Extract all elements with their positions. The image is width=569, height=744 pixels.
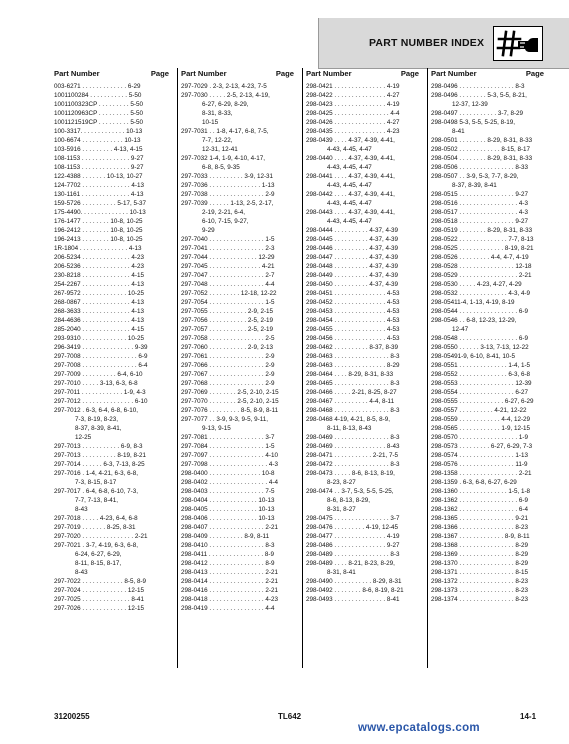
index-entry: 298-0559 . . . . . . . . . . . . 4-4, 12-29 (431, 416, 531, 423)
index-entry: 6-24, 6-27, 6-29, (54, 551, 122, 558)
index-entry: 9-29 (181, 227, 215, 234)
index-column-3 (302, 68, 419, 668)
index-entry: 297-7052 . . . . . . . . . 12-18, 12-22 (181, 290, 277, 297)
index-entry: 293-9310 . . . . . . . . . . . . . 10-25 (54, 335, 144, 342)
page-title: PART NUMBER INDEX (369, 37, 485, 49)
index-entry: 298-0409 . . . . . . . . . . 8-9, 8-11 (181, 533, 270, 540)
index-entry: 298-1369 . . . . . . . . . . . . . . . . 8-29 (431, 551, 528, 558)
index-entry: 298-0449 . . . . . . . . . . 4-37, 4-39 (306, 272, 399, 279)
index-entry: 298-0462 . . . . . . . . . . 8-37, 8-39 (306, 344, 399, 351)
index-entry: 4-43, 4-45, 4-47 (306, 200, 372, 207)
index-entry: 297-7067 . . . . . . . . . . . . . . . . 2-9 (181, 371, 275, 378)
index-entry: 298-0468 . . . . . . . . . . . . . . . . 8-3 (306, 407, 400, 414)
column-header (431, 68, 544, 80)
index-entry: 196-2412 . . . . . . . . 10-8, 10-25 (54, 227, 143, 234)
index-entry: 1001121519CP . . . . . . . . . 5-50 (54, 119, 144, 126)
index-entry: 297-7017 . 6-4, 6-8, 6-10, 7-3, (54, 488, 139, 495)
index-entry: 298-0465 . . . . . . . . . . . . . . . . 8-3 (306, 380, 400, 387)
index-entry: 297-7032 1-4, 1-9, 4-10, 4-17, (181, 155, 266, 162)
index-entry: 1R-1804 . . . . . . . . . . . . . . 4-13 (54, 245, 142, 252)
index-entry: 298-1365 . . . . . . . . . . . . . . . . 9-21 (431, 515, 528, 522)
index-entry: 298-1359 . 6-3, 6-8, 6-27, 6-29 (431, 479, 517, 486)
index-entry: 7-3, 8-19, 8-23, (54, 416, 119, 423)
index-entry: 298-0444 . . . . . . . . . . 4-37, 4-39 (306, 227, 399, 234)
index-entry: 4-43, 4-45, 4-47 (306, 164, 372, 171)
index-column-4 (427, 68, 544, 668)
index-entry: 298-0522 . . . . . . . . . . . . . . 7-7, 8-13 (431, 236, 534, 243)
index-entry: 12-37, 12-39 (431, 101, 488, 108)
index-entry: 8-41 (431, 128, 465, 135)
column-header (306, 68, 419, 80)
index-entry: 297-7033 . . . . . . . . . . 3-9, 12-31 (181, 173, 274, 180)
index-entry: 6-10, 7-15, 9-27, (181, 218, 249, 225)
index-entry: 298-0489 . . . . 8-21, 8-23, 8-29, (306, 560, 395, 567)
index-entry: 298-0410 . . . . . . . . . . . . . . . . 8-3 (181, 542, 275, 549)
index-entry: 298-0441 . . . . 4-37, 4-39, 4-41, (306, 173, 395, 180)
index-entry: 298-05411-4, 1-13, 4-19, 8-19 (431, 299, 515, 306)
index-entry: 298-0573 . . . . . . . . . 6-27, 6-29, 7-3 (431, 443, 533, 450)
entry-list (431, 82, 544, 604)
index-entry: 4-43, 4-45, 4-47 (306, 218, 372, 225)
index-entry: 297-7041 . . . . . . . . . . . . . . . . 2-3 (181, 245, 275, 252)
section-header (318, 18, 569, 69)
index-entry: 1001120963CP . . . . . . . . . 5-50 (54, 110, 144, 117)
index-entry: 297-7031 . . 1-8, 4-17, 6-8, 7-5, (181, 128, 269, 135)
index-entry: 196-2413 . . . . . . . . 10-8, 10-25 (54, 236, 143, 243)
index-entry: 298-0498 5-3, 5-5, 5-25, 8-19, (431, 119, 516, 126)
index-entry: 298-0525 . . . . . . . . . . . . . 8-19, 8-21 (431, 245, 534, 252)
index-entry: 297-7058 . . . . . . . . . . . . . . . . 2-5 (181, 335, 275, 342)
index-entry: 298-0439 . . . . 4-37, 4-39, 4-41, (306, 137, 395, 144)
index-entry: 298-0544 . . . . . . . . . . . . . . . . . 6-9 (431, 308, 528, 315)
index-entry: 8-11, 8-13, 8-43 (306, 425, 372, 432)
index-entry: 298-0532 . . . . . . . . . . . . . . 4-3, 4-9 (431, 290, 531, 297)
index-entry: 298-0519 . . . . . . . . 8-29, 8-31, 8-33 (431, 227, 533, 234)
index-entry: 297-7069 . . . . . . . . 2-5, 2-10, 2-15 (181, 389, 279, 396)
index-entry: 7-3, 8-15, 8-17 (54, 479, 117, 486)
index-entry: 298-0467 . . . . . . . . . . 4-4, 8-11 (306, 398, 395, 405)
index-entry: 298-0447 . . . . . . . . . . 4-37, 4-39 (306, 254, 399, 261)
index-entry: 297-7018 . . . . . 4-23, 6-4, 6-8 (54, 515, 138, 522)
index-entry: 298-0529 . . . . . . . . . . . . . . . . . 2-21 (431, 272, 532, 279)
index-entry: 297-7097 . . . . . . . . . . . . . . . . 4-10 (181, 452, 278, 459)
index-entry: 8-31, 8-33, (181, 110, 233, 117)
index-entry: 298-0464 . . . . 8-29, 8-31, 8-33 (306, 371, 394, 378)
index-entry: 298-1368 . . . . . . . . . . . . . . . . 8-29 (431, 542, 528, 549)
index-entry: 297-7014 . . . . . . 6-3, 7-13, 8-25 (54, 461, 145, 468)
index-entry: 298-0452 . . . . . . . . . . . . . . . 4-53 (306, 299, 400, 306)
index-entry: 8-23, 8-27 (306, 479, 356, 486)
index-entry: 298-0565 . . . . . . . . . . . . 1-9, 12-15 (431, 425, 531, 432)
index-entry: 298-0515 . . . . . . . . . . . . . . . . 9-27 (431, 191, 528, 198)
index-entry: 297-7039 . . . . . . 1-13, 2-5, 2-17, (181, 200, 274, 207)
index-entry: 297-7045 . . . . . . . . . . . . . . . 4-21 (181, 263, 275, 270)
index-entry: 254-2267 . . . . . . . . . . . . . . 4-13 (54, 281, 144, 288)
index-entry: 9-13, 9-15 (181, 425, 231, 432)
index-entry: 298-05491-9, 6-10, 8-41, 10-5 (431, 353, 516, 360)
index-entry: 297-7057 . . . . . . . . . . . 2-5, 2-19 (181, 326, 274, 333)
index-entry: 298-0496 . . . . . . . . 5-3, 5-5, 8-21, (431, 92, 527, 99)
index-entry: 298-0443 . . . . 4-37, 4-39, 4-41, (306, 209, 395, 216)
index-entry: 8-6, 8-13, 8-29, (306, 497, 371, 504)
index-entry: 298-0574 . . . . . . . . . . . . . . . . 1-13 (431, 452, 528, 459)
index-entry: 298-0473 . . . . . 8-6, 8-13, 8-19, (306, 470, 395, 477)
index-entry: 12-47 (431, 326, 469, 333)
index-entry: 268-0867 . . . . . . . . . . . . . . 4-13 (54, 299, 144, 306)
index-entry: 298-0546 . . 6-8, 12-23, 12-29, (431, 317, 517, 324)
index-entry: 8-31, 8-27 (306, 506, 356, 513)
index-entry: 298-0463 . . . . . . . . . . . . . . . 8-29 (306, 362, 400, 369)
index-entry: 298-0425 . . . . . . . . . . . . . . . . 4-4 (306, 110, 400, 117)
index-entry: 298-0528 . . . . . . . . . . . . . . . . 12-18 (431, 263, 532, 270)
index-entry: 298-0453 . . . . . . . . . . . . . . . 4-53 (306, 308, 400, 315)
index-entry: 297-7029 . 2-3, 2-13, 4-23, 7-5 (181, 83, 267, 90)
index-entry: 297-7054 . . . . . . . . . . . . . . . . 1-5 (181, 299, 275, 306)
index-entry: 298-0471 . . . . . . . . . . . 2-21, 7-5 (306, 452, 399, 459)
index-entry: 297-7008 . . . . . . . . . . . . . . . . 6-9 (54, 353, 148, 360)
index-entry: 298-0516 . . . . . . . . . . . . . . . . . 4-3 (431, 200, 528, 207)
index-entry: 297-7016 . 1-4, 4-21, 6-3, 6-8, (54, 470, 139, 477)
index-entry: 298-0496 . . . . . . . . . . . . . . . . 8-3 (431, 83, 525, 90)
index-entry: 8-43 (54, 506, 88, 513)
index-entry: 298-0553 . . . . . . . . . . . . . . . . 12-39 (431, 380, 532, 387)
index-entry: 267-9572 . . . . . . . . . . . . . 10-25 (54, 290, 144, 297)
index-entry: 8-37, 8-39, 8-41, (54, 425, 122, 432)
index-entry: 298-0435 . . . . . . . . . . . . . . . 4-23 (306, 128, 400, 135)
index-entry: 298-1358 . . . . . . . . . . . . . . . . . 2-21 (431, 470, 532, 477)
index-entry: 298-1366 . . . . . . . . . . . . . . . . 8-23 (431, 524, 528, 531)
index-entry: 298-0501 . . . . . . . . 8-29, 8-31, 8-33 (431, 137, 533, 144)
index-entry: 296-3419 . . . . . . . . . . . . . . . 9-39 (54, 344, 148, 351)
index-entry: 298-0504 . . . . . . . . 8-29, 8-31, 8-33 (431, 155, 533, 162)
entry-list (181, 82, 294, 613)
index-entry: 298-0492 . . . . . . . . 8-6, 8-19, 8-21 (306, 587, 404, 594)
index-entry: 297-7025 . . . . . . . . . . . . . . 8-41 (54, 596, 144, 603)
index-entry: 298-0400 . . . . . . . . . . . . . . . 10-8 (181, 470, 275, 477)
index-entry: 298-1372 . . . . . . . . . . . . . . . . 8-23 (431, 578, 528, 585)
index-entry: 297-7056 . . . . . . . . . . . 2-5, 2-19 (181, 317, 274, 324)
index-entry: 206-5234 . . . . . . . . . . . . . . 4-23 (54, 254, 144, 261)
index-entry: 298-0472 . . . . . . . . . . . . . . . . 8-3 (306, 461, 400, 468)
index-entry: 297-7013 . . . . . . . . . . 8-19, 8-21 (54, 452, 147, 459)
index-entry: 159-5726 . . . . . . . . . . 5-17, 5-37 (54, 200, 147, 207)
index-entry: 297-7047 . . . . . . . . . . . . . . . . 2-7 (181, 272, 275, 279)
index-entry: 297-7077 . . 3-9, 9-3, 9-5, 9-11, (181, 416, 269, 423)
index-entry: 298-1367 . . . . . . . . . . . . . 8-9, 8-11 (431, 533, 530, 540)
index-entry: 6-8, 8-5, 9-35 (181, 164, 240, 171)
index-entry: 298-1371 . . . . . . . . . . . . . . . . 8-15 (431, 569, 528, 576)
index-entry: 298-0555 . . . . . . . . . . . . . 6-27, 6-29 (431, 398, 534, 405)
index-entry: 206-5236 . . . . . . . . . . . . . . 4-23 (54, 263, 144, 270)
index-entry: 298-0402 . . . . . . . . . . . . . . . . . 4-4 (181, 479, 278, 486)
index-entry: 298-0507 . . 3-9, 5-3, 7-7, 8-29, (431, 173, 519, 180)
index-entry: 298-0468 4-19, 4-21, 8-5, 8-9, (306, 416, 391, 423)
column-header (54, 68, 169, 80)
index-entry: 103-5916 . . . . . . . . . 4-13, 4-15 (54, 146, 143, 153)
index-entry: 297-7012 . 6-3, 6-4, 6-8, 6-10, (54, 407, 139, 414)
footer-document-number: 31200255 (54, 712, 90, 721)
index-entry: 297-7040 . . . . . . . . . . . . . . . . 1-5 (181, 236, 275, 243)
index-entry: 298-0548 . . . . . . . . . . . . . . . . . 6-9 (431, 335, 528, 342)
index-entry: 108-1153 . . . . . . . . . . . . . . 9-27 (54, 155, 144, 162)
index-column-1 (54, 68, 169, 668)
index-entry: 298-0517 . . . . . . . . . . . . . . . . . 4-3 (431, 209, 528, 216)
index-entry: 298-0475 . . . . . . . . . . . . . . . . 3-7 (306, 515, 400, 522)
index-entry: 297-7061 . . . . . . . . . . . . . . . . 2-9 (181, 353, 275, 360)
index-entry: 297-7013 . . . . . . . . . . . 6-9, 8-3 (54, 443, 143, 450)
entry-list (54, 82, 169, 613)
footer-page-number: 14-1 (520, 712, 537, 721)
index-entry: 298-0412 . . . . . . . . . . . . . . . . 8-9 (181, 560, 275, 567)
index-entry: 297-7020 . . . . . . . . . . . . . . . 2-21 (54, 533, 148, 540)
part-number-index (54, 68, 544, 668)
index-entry: 298-0404 . . . . . . . . . . . . . . 10-13 (181, 497, 275, 504)
hash-pointing-hand-icon (493, 26, 543, 61)
index-entry: 298-0448 . . . . . . . . . . 4-37, 4-39 (306, 263, 399, 270)
index-entry: 297-7012 . . . . . . . . . . . . . . . 6-10 (54, 398, 148, 405)
index-entry: 298-0456 . . . . . . . . . . . . . . . 4-53 (306, 335, 400, 342)
index-entry: 298-0421 . . . . . . . . . . . . . . . 4-19 (306, 83, 400, 90)
index-entry: 298-0469 . . . . . . . . . . . . . . . . 8-3 (306, 434, 400, 441)
index-entry: 297-7009 . . . . . . . . . . 6-4, 6-10 (54, 371, 143, 378)
index-entry: 297-7038 . . . . . . . . . . . . . . . . 2-9 (181, 191, 275, 198)
index-entry: 298-0446 . . . . . . . . . . 4-37, 4-39 (306, 245, 399, 252)
index-entry: 298-0476 . . . . . . . . . 4-19, 12-45 (306, 524, 399, 531)
part-number-heading: Part Number (431, 69, 477, 78)
index-entry: 12-31, 12-41 (181, 146, 238, 153)
index-entry: 4-43, 4-45, 4-47 (306, 182, 372, 189)
index-entry: 298-0570 . . . . . . . . . . . . . . . . . 1-9 (431, 434, 528, 441)
index-entry: 297-7008 . . . . . . . . . . . . . . . . 6-4 (54, 362, 148, 369)
index-entry: 298-0463 . . . . . . . . . . . . . . . . 8-3 (306, 353, 400, 360)
column-header (181, 68, 294, 80)
watermark: www.epcatalogs.com (358, 722, 480, 734)
index-entry: 297-7030 . . . . . 2-5, 2-13, 4-19, (181, 92, 270, 99)
page-heading: Page (275, 69, 294, 78)
index-entry: 297-7021 . 3-7, 4-19, 6-3, 6-8, (54, 542, 139, 549)
index-entry: 8-43 (54, 569, 88, 576)
index-entry: 176-1477 . . . . . . . . 10-8, 10-25 (54, 218, 143, 225)
index-entry: 298-0406 . . . . . . . . . . . . . . 10-13 (181, 515, 275, 522)
index-entry: 298-0489 . . . . . . . . . . . . . . . . 8-3 (306, 551, 400, 558)
index-entry: 1001100284 . . . . . . . . . . . 5-50 (54, 92, 142, 99)
index-entry: 298-0403 . . . . . . . . . . . . . . . . 7-5 (181, 488, 275, 495)
index-entry: 297-7026 . . . . . . . . . . . . . 12-15 (54, 605, 144, 612)
index-entry: 100-3317. . . . . . . . . . . . . 10-13 (54, 128, 143, 135)
index-entry: 10-15 (181, 119, 219, 126)
page-heading: Page (525, 69, 544, 78)
index-entry: 298-0576 . . . . . . . . . . . . . . . . 11-9 (431, 461, 528, 468)
index-entry: 298-0454 . . . . . . . . . . . . . . . 4-53 (306, 317, 400, 324)
index-entry: 298-0414 . . . . . . . . . . . . . . . . 2-21 (181, 578, 278, 585)
index-entry: 297-7055 . . . . . . . . . . . 2-9, 2-15 (181, 308, 274, 315)
index-entry: 297-7098 . . . . . . . . . . . . . . . . . 4-3 (181, 461, 278, 468)
index-entry: 268-3633 . . . . . . . . . . . . . . 4-13 (54, 308, 144, 315)
index-entry: 298-0490 . . . . . . . . . . . 8-29, 8-31 (306, 578, 402, 585)
index-entry: 298-0422 . . . . . . . . . . . . . . . 4-27 (306, 92, 400, 99)
index-entry: 230-8218 . . . . . . . . . . . . . . 4-15 (54, 272, 144, 279)
index-entry: 284-4636 . . . . . . . . . . . . . . 4-13 (54, 317, 144, 324)
index-entry: 298-0474 . . 3-7, 5-3, 5-5, 5-25, (306, 488, 394, 495)
index-entry: 297-7011 . . . . . . . . . . . . 1-9, 4-3 (54, 389, 146, 396)
entry-list (306, 82, 419, 604)
index-entry: 298-0419 . . . . . . . . . . . . . . . . 4-4 (181, 605, 275, 612)
index-entry: 297-7022 . . . . . . . . . . . . 8-5, 8-9 (54, 578, 147, 585)
index-entry: 297-7010 . . . . . 3-13, 6-3, 6-8 (54, 380, 138, 387)
index-entry: 8-31, 8-41 (306, 569, 356, 576)
index-entry: 297-7044 . . . . . . . . . . . . . . 12-29 (181, 254, 275, 261)
index-entry: 298-0557 . . . . . . . . . . 4-21, 12-22 (431, 407, 527, 414)
index-entry: 8-37, 8-39, 8-41 (431, 182, 497, 189)
index-entry: 122-4388 . . . . . . . 10-13, 10-27 (54, 173, 143, 180)
page-heading: Page (150, 69, 169, 78)
index-entry: 2-19, 2-21, 6-4, (181, 209, 246, 216)
index-entry: 108-1153 . . . . . . . . . . . . . . 9-27 (54, 164, 144, 171)
index-entry: 298-1362 . . . . . . . . . . . . . . . . . 6-9 (431, 497, 528, 504)
index-entry: 100-6674 . . . . . . . . . . . . 10-13 (54, 137, 141, 144)
index-entry: 297-7024 . . . . . . . . . . . . . 12-15 (54, 587, 144, 594)
index-entry: 297-7048 . . . . . . . . . . . . . . . . 4-4 (181, 281, 275, 288)
index-entry: 298-0440 . . . . 4-37, 4-39, 4-41, (306, 155, 395, 162)
index-entry: 297-7068 . . . . . . . . . . . . . . . . 2-9 (181, 380, 275, 387)
index-entry: 298-0497 . . . . . . . . . . . 3-7, 8-29 (431, 110, 524, 117)
index-entry: 7-7, 12-22, (181, 137, 233, 144)
index-entry: 4-43, 4-45, 4-47 (306, 146, 372, 153)
index-entry: 6-27, 6-29, 8-29, (181, 101, 249, 108)
index-entry: 298-0518 . . . . . . . . . . . . . . . . 9-27 (431, 218, 528, 225)
index-entry: 297-7070 . . . . . . . . 2-5, 2-10, 2-15 (181, 398, 279, 405)
index-entry: 298-0526 . . . . . . . . . 4-4, 4-7, 4-19 (431, 254, 529, 261)
index-entry: 297-7036 . . . . . . . . . . . . . . . 1-13 (181, 182, 275, 189)
index-entry: 298-0450 . . . . . . . . . . 4-37, 4-39 (306, 281, 399, 288)
index-entry: 124-7702 . . . . . . . . . . . . . . 4-13 (54, 182, 144, 189)
part-number-heading: Part Number (54, 69, 100, 78)
index-entry: 298-0469 . . . . . . . . . . . . . . . 8-43 (306, 443, 400, 450)
index-entry: 298-0530 . . . . . 4-23, 4-27, 4-29 (431, 281, 522, 288)
index-entry: 298-0550 . . . . . . 3-13, 7-13, 12-22 (431, 344, 529, 351)
index-entry: 1001100323CP . . . . . . . . . 5-50 (54, 101, 144, 108)
index-entry: 298-1373 . . . . . . . . . . . . . . . . 8-23 (431, 587, 528, 594)
index-entry: 130-1161 . . . . . . . . . . . . . . 4-13 (54, 191, 144, 198)
index-entry: 298-0552 . . . . . . . . . . . . . . 6-3, 6-8 (431, 371, 531, 378)
page-heading: Page (400, 69, 419, 78)
index-entry: 298-0418 . . . . . . . . . . . . . . . . 4-23 (181, 596, 278, 603)
index-entry: 12-25 (54, 434, 92, 441)
index-entry: 297-7084 . . . . . . . . . . . . . . . . 1-5 (181, 443, 275, 450)
index-entry: 298-0411 . . . . . . . . . . . . . . . . 8-9 (181, 551, 274, 558)
index-entry: 298-0477 . . . . . . . . . . . . . . . 4-19 (306, 533, 400, 540)
part-number-heading: Part Number (306, 69, 352, 78)
index-entry: 298-0466 . . . . . 2-21, 8-25, 8-27 (306, 389, 397, 396)
index-entry: 285-2040 . . . . . . . . . . . . . . 4-15 (54, 326, 144, 333)
index-entry: 297-7066 . . . . . . . . . . . . . . . . 2-9 (181, 362, 275, 369)
index-entry: 297-7076 . . . . . . . . . 8-5, 8-9, 8-11 (181, 407, 279, 414)
index-entry: 298-0506 . . . . . . . . . . . . . . . . 8-33 (431, 164, 528, 171)
index-column-2 (177, 68, 294, 668)
index-entry: 298-0426 . . . . . . . . . . . . . . . 4-27 (306, 119, 400, 126)
footer-model: TL642 (278, 712, 302, 721)
index-entry: 298-1370 . . . . . . . . . . . . . . . . 8-29 (431, 560, 528, 567)
index-entry: 298-0451 . . . . . . . . . . . . . . . 4-53 (306, 290, 400, 297)
index-entry: 298-0442 . . . . 4-37, 4-39, 4-41, (306, 191, 395, 198)
index-entry: 7-7, 7-13, 8-41, (54, 497, 119, 504)
index-entry: 298-1374 . . . . . . . . . . . . . . . . 8-23 (431, 596, 528, 603)
index-entry: 297-7060 . . . . . . . . . . . 2-9, 2-13 (181, 344, 274, 351)
index-entry: 003-6271 . . . . . . . . . . . . . 6-29 (54, 83, 141, 90)
index-entry: 298-0554 . . . . . . . . . . . . . . . . 6-27 (431, 389, 528, 396)
index-entry: 298-0405 . . . . . . . . . . . . . . 10-13 (181, 506, 275, 513)
index-entry: 298-1360 . . . . . . . . . . . . . . 1-5, 1-8 (431, 488, 531, 495)
index-entry: 298-0413 . . . . . . . . . . . . . . . . 2-21 (181, 569, 278, 576)
index-entry: 175-4490. . . . . . . . . . . . . . 10-13 (54, 209, 146, 216)
index-entry: 298-0551 . . . . . . . . . . . . . . 1-4, 1-5 (431, 362, 531, 369)
index-entry: 298-0455 . . . . . . . . . . . . . . . 4-53 (306, 326, 400, 333)
index-entry: 298-0502 . . . . . . . . . . . . 8-15, 8-17 (431, 146, 531, 153)
index-entry: 297-7081 . . . . . . . . . . . . . . . . 3-7 (181, 434, 275, 441)
part-number-heading: Part Number (181, 69, 227, 78)
index-entry: 297-7019 . . . . . . . 8-25, 8-31 (54, 524, 136, 531)
index-entry: 8-11, 8-15, 8-17, (54, 560, 122, 567)
index-entry: 298-0423 . . . . . . . . . . . . . . . 4-19 (306, 101, 400, 108)
index-entry: 298-0445 . . . . . . . . . . 4-37, 4-39 (306, 236, 399, 243)
index-entry: 298-0493 . . . . . . . . . . . . . . . 8-41 (306, 596, 400, 603)
index-entry: 298-0486 . . . . . . . . . . . . . . . 9-27 (306, 542, 400, 549)
index-entry: 298-0416 . . . . . . . . . . . . . . . . 2-21 (181, 587, 278, 594)
index-entry: 298-0407 . . . . . . . . . . . . . . . . 2-21 (181, 524, 278, 531)
index-entry: 298-1362 . . . . . . . . . . . . . . . . . 6-4 (431, 506, 528, 513)
